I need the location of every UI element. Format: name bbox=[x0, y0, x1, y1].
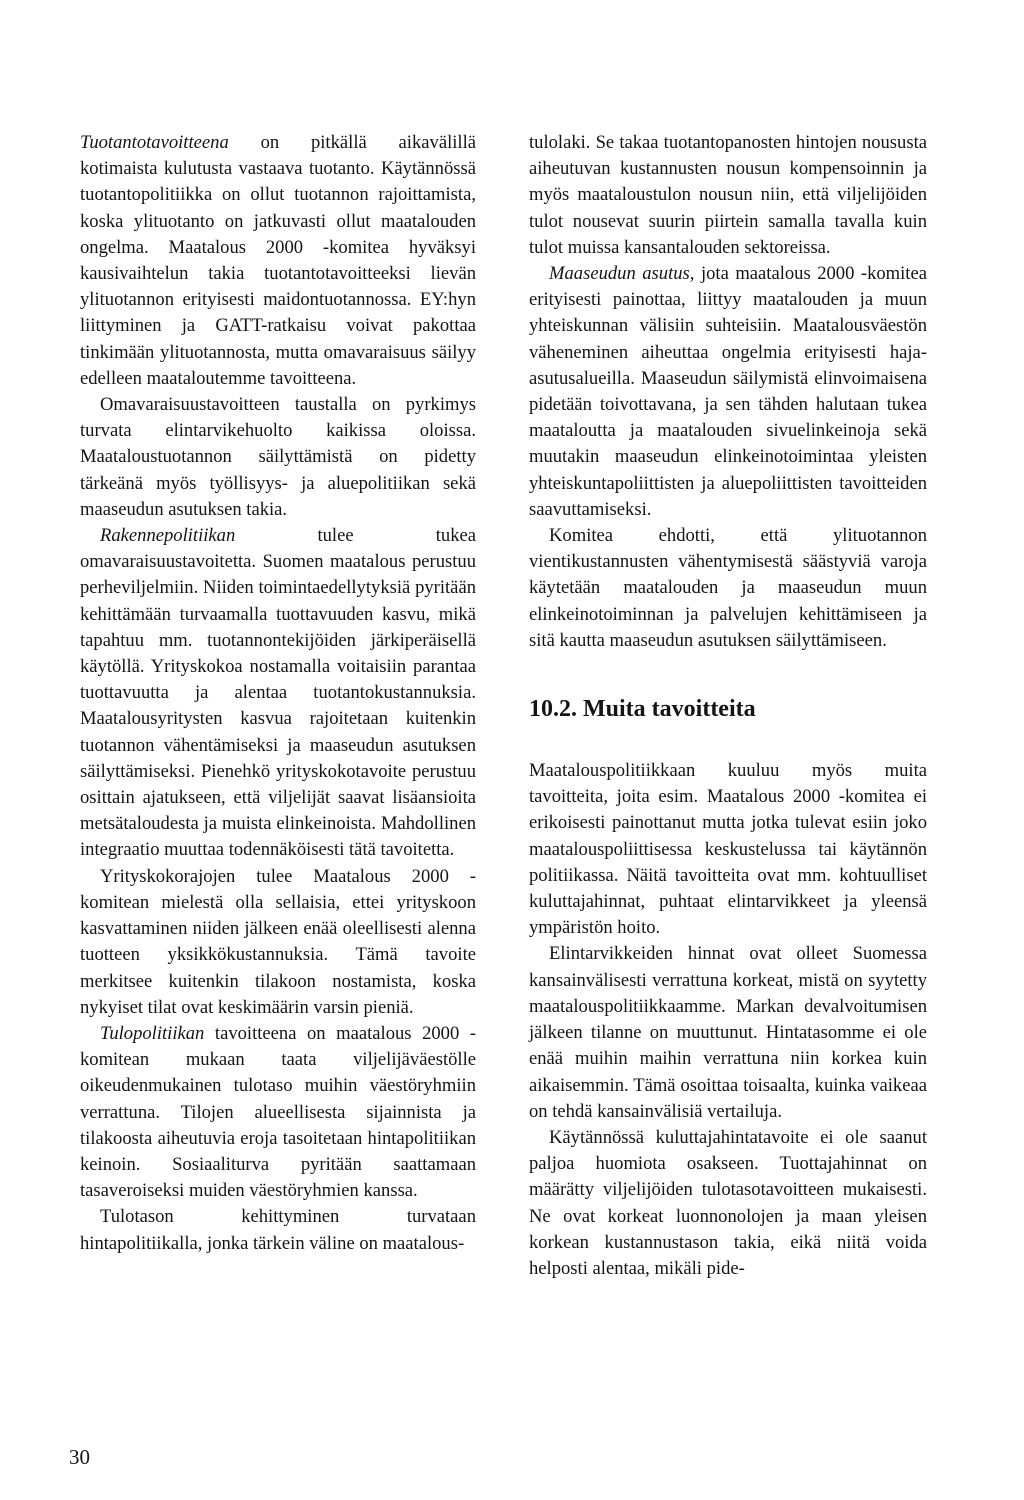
paragraph-food-prices bbox=[529, 941, 927, 1124]
paragraph-text: Elintarvikkeiden hinnat ovat olleet Suomessa kansainvälisesti verrattuna korkeat, mistä on syytetty maatalouspolitiikkaamme. Markan devalvoitumisen jälkeen tilanne on muuttunut. Hintatasomme ei ole enää muihin maihin verrattuna niin korkea kuin aikaisemmin. Tämä osoittaa toisaalta, kuinka vaikeaa on tehdä kansainvälisiä vertailuja. bbox=[529, 943, 927, 1122]
paragraph-text: on pitkällä aikavälillä kotimaista kulutusta vastaava tuotanto. Käytännössä tuotantopolitiikka on ollut tuotannon rajoittamista, koska ylituotanto on jatkuvasti ollut maatalouden ongelma. Maatalous 2000 -komitea hyväksyi kausivaihtelun takia tuotantotavoitteeksi lievän ylituotannon erityisesti maidontuotannossa. EY:hyn liittyminen ja GATT-ratkaisu voivat pakottaa tinkimään ylituotannosta, mutta omavaraisuus säilyy edelleen maataloutemme tavoitteena. bbox=[80, 132, 476, 389]
paragraph-text: Yrityskokorajojen tulee Maatalous 2000 -komitean mielestä olla sellaisia, ettei yrityskoon kasvattaminen niiden jälkeen enää oleellisesti alenna tuotteen yksikkökustannuksia. Tämä tavoite merkitsee kuitenkin tilakoon nostamista, koska nykyiset tilat ovat keskimäärin varsin pieniä. bbox=[80, 865, 476, 1018]
left-column bbox=[80, 130, 476, 1257]
italic-lead: Rakennepolitiikan bbox=[100, 525, 236, 547]
paragraph-farm-size bbox=[80, 864, 476, 1021]
paragraph-other-goals bbox=[529, 758, 927, 941]
paragraph-consumer-prices bbox=[529, 1125, 927, 1282]
paragraph-continuation bbox=[529, 130, 927, 261]
italic-lead: Maaseudun asutus, bbox=[549, 263, 695, 285]
paragraph-text: tulee tukea omavaraisuustavoitetta. Suomen maatalous perustuu perheviljelmiin. Niiden toimintaedellytyksiä pyritään kehittämään turvaamalla tuottavuuden kasvu, mikä tapahtuu mm. tuotannontekijöiden järkiperäisellä käytöllä. Yrityskokoa nostamalla voitaisiin parantaa tuottavuutta ja alentaa tuotantokustannuksia. Maatalousyritysten kasvua rajoitetaan kuitenkin tuotannon vähentämiseksi ja maaseudun asutuksen säilyttämiseksi. Pienehkö yrityskokotavoite perustuu osittain ajatukseen, että viljelijät saavat lisäansioita metsätaloudesta ja muista elinkeinoista. Mahdollinen integraatio muuttaa todennäköisesti tätä tavoitetta. bbox=[80, 525, 476, 861]
paragraph-text: Käytännössä kuluttajahintatavoite ei ole saanut paljoa huomiota osakseen. Tuottajahinnat on määrätty viljelijöiden tulotasotavoitteen mukaisesti. Ne ovat korkeat luonnonolojen ja maan yleisen korkean kustannustason takia, eikä niitä voida helposti alentaa, mikäli pide- bbox=[529, 1126, 927, 1279]
paragraph-text: jota maatalous 2000 -komitea erityisesti painottaa, liittyy maatalouden ja muun yhteiskunnan välisiin suhteisiin. Maatalousväestön väheneminen aiheuttaa ongelmia erityisesti haja-asutusalueilla. Maaseudun säilymistä elinvoimaisena pidetään toivottavana, ja sen tähden halutaan tukea maataloutta ja maatalouden sivuelinkeinoja sekä muutakin maaseudun elinkeinotoimintaa yleisten yhteiskuntapoliittisten ja aluepoliittisten tavoitteiden saavuttamiseksi. bbox=[529, 263, 927, 520]
paragraph-text: Maatalouspolitiikkaan kuuluu myös muita tavoitteita, joita esim. Maatalous 2000 -komitea ei erikoisesti painottanut mutta jotka tulevat esiin joko maatalouspoliittisessa keskustelussa tai käytännön politiikassa. Näitä tavoitteita ovat mm. kohtuulliset kuluttajahinnat, puhtaat elintarvikkeet ja yleensä ympäristön hoito. bbox=[529, 760, 927, 939]
paragraph-text: tavoitteena on maatalous 2000 -komitean mukaan taata viljelijäväestölle oikeudenmukainen tulotaso muihin väestöryhmiin verrattuna. Tilojen alueellisesta sijainnista ja tilakoosta aiheutuvia eroja tasoitetaan hintapolitiikan keinoin. Sosiaaliturva pyritään saattamaan tasaveroiseksi muiden väestöryhmien kanssa. bbox=[80, 1022, 476, 1202]
italic-lead: Tulopolitiikan bbox=[100, 1022, 205, 1044]
paragraph-self-sufficiency bbox=[80, 392, 476, 523]
paragraph-income-policy bbox=[80, 1021, 476, 1204]
paragraph-production-goal bbox=[80, 130, 476, 392]
paragraph-rural-settlement bbox=[529, 261, 927, 523]
italic-lead: Tuotantotavoitteena bbox=[80, 132, 229, 153]
paragraph-text: Omavaraisuustavoitteen taustalla on pyrkimys turvata elintarvikehuolto kaikissa oloissa. Maataloustuotannon säilyttämistä on pidetty tärkeänä myös työllisyys- ja aluepolitiikan sekä maaseudun asutuksen takia. bbox=[80, 394, 476, 520]
paragraph-structural-policy bbox=[80, 523, 476, 864]
page-number: 30 bbox=[69, 1445, 90, 1469]
right-column bbox=[529, 130, 927, 1282]
paragraph-text: tulolaki. Se takaa tuotantopanosten hintojen noususta aiheutuvan kustannusten nousun kompensoinnin ja myös maataloustulon nousun niin, että viljelijöiden tulot nousevat suurin piirtein samalla tavalla kuin tulot muissa kansantalouden sektoreissa. bbox=[529, 132, 927, 258]
paragraph-text: Komitea ehdotti, että ylituotannon vientikustannusten vähentymisestä säästyviä varoja käytetään maatalouden ja maaseudun muun elinkeinotoiminnan ja palvelujen kehittämiseen ja sitä kautta maaseudun asutuksen säilyttämiseen. bbox=[529, 525, 927, 651]
paragraph-income-development bbox=[80, 1204, 476, 1256]
section-heading: 10.2. Muita tavoitteita bbox=[529, 696, 756, 723]
paragraph-committee-proposal bbox=[529, 523, 927, 654]
paragraph-text: Tulotason kehittyminen turvataan hintapolitiikalla, jonka tärkein väline on maatalous- bbox=[80, 1206, 476, 1254]
